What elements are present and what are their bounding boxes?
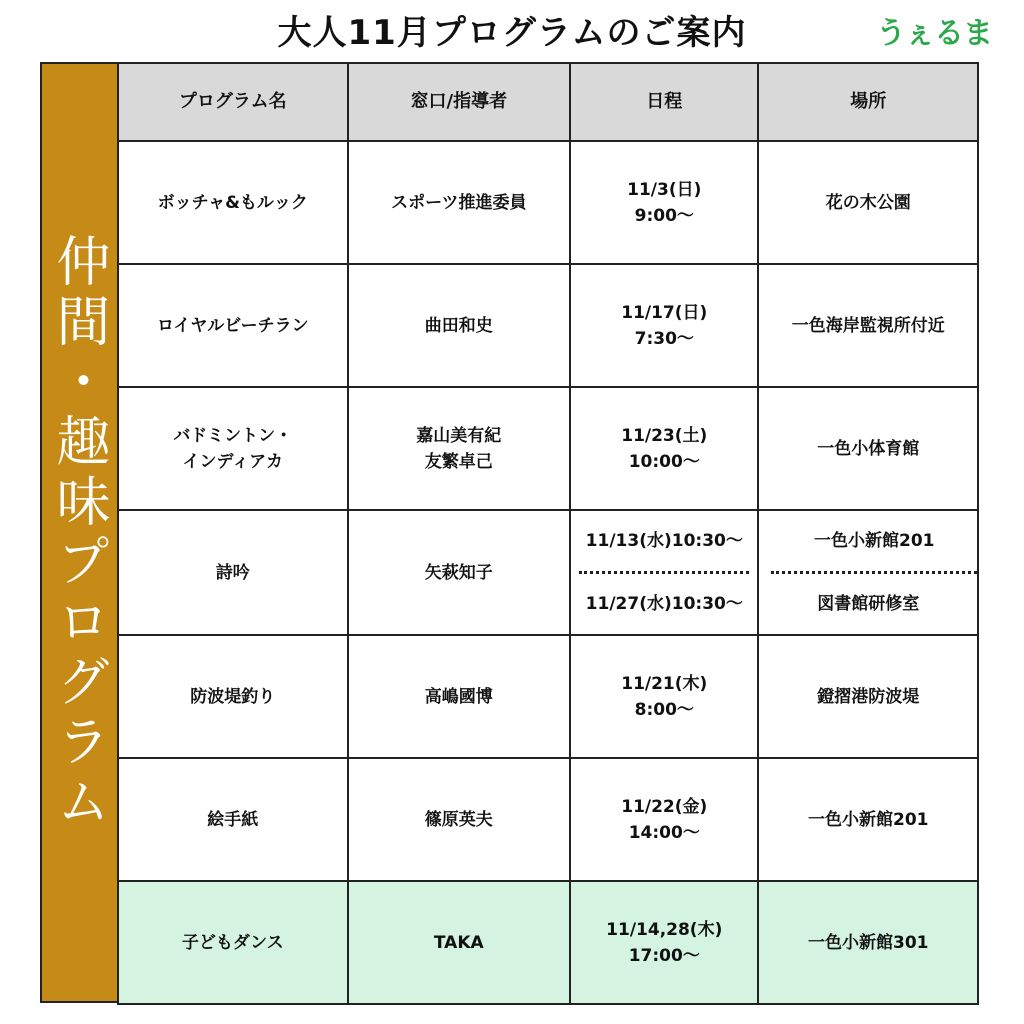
leader-name: 嘉山美有紀 友繁卓己 (348, 387, 571, 510)
brand-logo: うぇるま (876, 16, 992, 51)
place-cell (758, 510, 978, 635)
table-row (118, 264, 978, 387)
place-cell: 一色海岸監視所付近 (758, 264, 978, 387)
program-name: 詩吟 (118, 510, 348, 635)
place-cell: 一色小体育館 (758, 387, 978, 510)
place-cell: 鐙摺港防波堤 (758, 635, 978, 758)
schedule-cell (570, 510, 758, 635)
schedule-cell: 11/21(木) 8:00〜 (570, 635, 758, 758)
schedule-cell: 11/23(土) 10:00〜 (570, 387, 758, 510)
place-cell: 一色小新館201 (758, 758, 978, 881)
program-name: 子どもダンス (118, 881, 348, 1004)
column-header-schedule: 日程 (570, 63, 758, 141)
place-first-session: 一色小新館201 (771, 511, 977, 574)
schedule-second-session: 11/27(水)10:30〜 (585, 594, 743, 614)
program-name: バドミントン・ インディアカ (118, 387, 348, 510)
category-label: 仲間・趣味プログラム (48, 232, 111, 833)
program-name: 防波堤釣り (118, 635, 348, 758)
leader-name: スポーツ推進委員 (348, 141, 571, 264)
schedule-cell: 11/3(日) 9:00〜 (570, 141, 758, 264)
schedule-cell: 11/17(日) 7:30〜 (570, 264, 758, 387)
place-cell: 一色小新館301 (758, 881, 978, 1004)
page-title: 大人11月プログラムのご案内 (277, 13, 747, 53)
schedule-cell: 11/14,28(木) 17:00〜 (570, 881, 758, 1004)
schedule-first-session: 11/13(水)10:30〜 (579, 511, 749, 574)
table-row (118, 635, 978, 758)
table-row (118, 141, 978, 264)
table-row (118, 758, 978, 881)
leader-name: 矢萩知子 (348, 510, 571, 635)
program-name: 絵手紙 (118, 758, 348, 881)
leader-name: 高嶋國博 (348, 635, 571, 758)
program-name: ロイヤルビーチラン (118, 264, 348, 387)
table-row (118, 510, 978, 635)
leader-name: TAKA (348, 881, 571, 1004)
leader-name: 曲田和史 (348, 264, 571, 387)
column-header-place: 場所 (758, 63, 978, 141)
table-header-row (118, 63, 978, 141)
program-name: ボッチャ&もルック (118, 141, 348, 264)
category-sidebar (40, 62, 117, 1003)
column-header-leader: 窓口/指導者 (348, 63, 571, 141)
column-header-program: プログラム名 (118, 63, 348, 141)
schedule-cell: 11/22(金) 14:00〜 (570, 758, 758, 881)
place-cell: 花の木公園 (758, 141, 978, 264)
program-table (117, 62, 979, 1005)
table-row-highlighted (118, 881, 978, 1004)
place-second-session: 図書館研修室 (817, 594, 920, 614)
leader-name: 篠原英夫 (348, 758, 571, 881)
table-row (118, 387, 978, 510)
